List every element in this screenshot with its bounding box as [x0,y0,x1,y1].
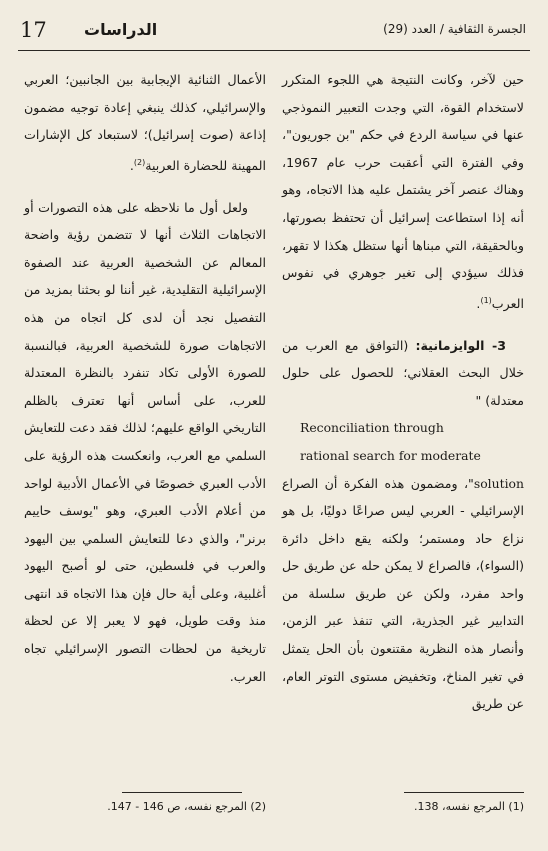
section-title: الدراسات [84,20,158,39]
footnote-ref-1: (1) [480,295,492,305]
page-number: 17 [20,18,47,42]
weizmannism-lead: (التوافق مع العرب من خلال البحث العقلاني؛ للحصول على حلول معتدلة) " [282,337,524,408]
weizmannism-heading: 3- الوايزمانية: [415,337,506,353]
english-phrase-1: Reconciliation through [300,420,444,436]
header-rule [18,50,530,51]
right-paragraph-1-text: حين لآخر، وكانت النتيجة هي اللجوء المتكرر لاستخدام القوة، التي وجدت التعبير النموذجي عنها في سياسة الردع في حكم "بن جوريون"، وفي الفترة التي أعقبت حرب عام 1967، وهناك عنصر آخر يشتمل عليه هذا الاتجاه، وهو أنه إذا استطاعت إسرائيل أن تحتفظ بصورتها، وبالحقيقة، التي مبناها أنها ستظل هكذا لا تقهر، فذلك سيؤدي إلى تغير جوهري في نفوس العرب [282,72,524,311]
paragraph-gap [24,180,266,194]
weizmannism-body: "، ومضمون هذه الفكرة أن الصراع الإسرائيلي - العربي ليس صراعًا دوليًا، بل هو نزاع حاد ومستمر؛ ولكنه يقع داخل دائرة (السواء)، فالصراع لا يمكن حله عن طريق حل واحد مفرد، ولكن عن طريق سلسلة من التدابير غير الجذرية، التي تنفذ عبر الزمن، وأنصار هذه النظرية مقتنعون بأن الحل يتمثل في تغير المناخ، وتخفيض مستوى التوتر العام، عن طريق [282,475,524,712]
right-column [282,66,524,718]
running-head: الجسرة الثقافية / العدد (29) [383,22,526,36]
footnote-2: (2) المرجع نفسه، ص 146 - 147. [107,800,266,813]
footnote-rule-left [122,792,242,793]
footnote-1: (1) المرجع نفسه، 138. [414,800,524,813]
right-paragraph-1: حين لآخر، وكانت النتيجة هي اللجوء المتكرر لاستخدام القوة، التي وجدت التعبير النموذجي عنها في سياسة الردع في حكم "بن جوريون"، وفي الفترة التي أعقبت حرب عام 1967، وهناك عنصر آخر يشتمل عليه هذا الاتجاه، وهو أنه إذا استطاعت إسرائيل أن تحتفظ بصورتها، وبالحقيقة، التي مبناها أنها ستظل هكذا لا تقهر، فذلك سيؤدي إلى تغير جوهري في نفوس العرب$^{(1)}$. [282,72,524,311]
english-phrase-3: solution [473,475,524,491]
left-paragraph-1-text: الأعمال الثنائية الإيجابية بين الجانبين؛ العربي والإسرائيلي، كذلك ينبغي إعادة توجيه مضمون إذاعة (صوت إسرائيل)؛ لاستبعاد كل الإشارات المهينة للحضارة العربية [24,72,266,173]
paragraph-gap [282,318,524,332]
right-paragraph-2 [282,332,524,718]
footnote-rule-right [404,792,524,793]
english-phrase-2: rational search for moderate [300,447,481,463]
left-column [24,66,266,690]
footnote-ref-2: (2) [133,157,146,167]
left-paragraph-2: ولعل أول ما نلاحظه على هذه التصورات أو الاتجاهات الثلاث أنها لا تتضمن رؤية واضحة المعالم عن الشخصية العربية عند الصفوة الإسرائيلية التقليدية، غير أننا لو بحثنا بمزيد من التفصيل نجد أن لدى كل اتجاه من هذه الاتجاهات صورة للشخصية العربية، فبالنسبة للصورة الأولى تكاد تنفرد بالنظرة المعتدلة للعرب، على أساس أنها تعترف بالظلم التاريخي الواقع عليهم؛ لذلك فقد دعت للتعايش السلمي مع العرب، وانعكست هذه الرؤية على الأدب العبري خصوصًا في الأعمال الأدبية لواحد من أعلام الأدب العبري، وهو "يوسف حاييم برنر"، والذي دعا للتعايش السلمي بين اليهود والعرب في فلسطين، حتى لو أصبح اليهود أغلبية، وعلى أية حال فإن هذا الاتجاه قد انتهى منذ وقت طويل، فهو لا يعبر إلا عن لحظة تاريخية من لحظات التصور الإسرائيلي تجاه العرب. [24,199,266,684]
left-paragraph-1: الأعمال الثنائية الإيجابية بين الجانبين؛ العربي والإسرائيلي، كذلك ينبغي إعادة توجيه مضمون إذاعة (صوت إسرائيل)؛ لاستبعاد كل الإشارات المهينة للحضارة العربية$^{(2)}$. [24,72,266,173]
page-header [18,18,530,46]
